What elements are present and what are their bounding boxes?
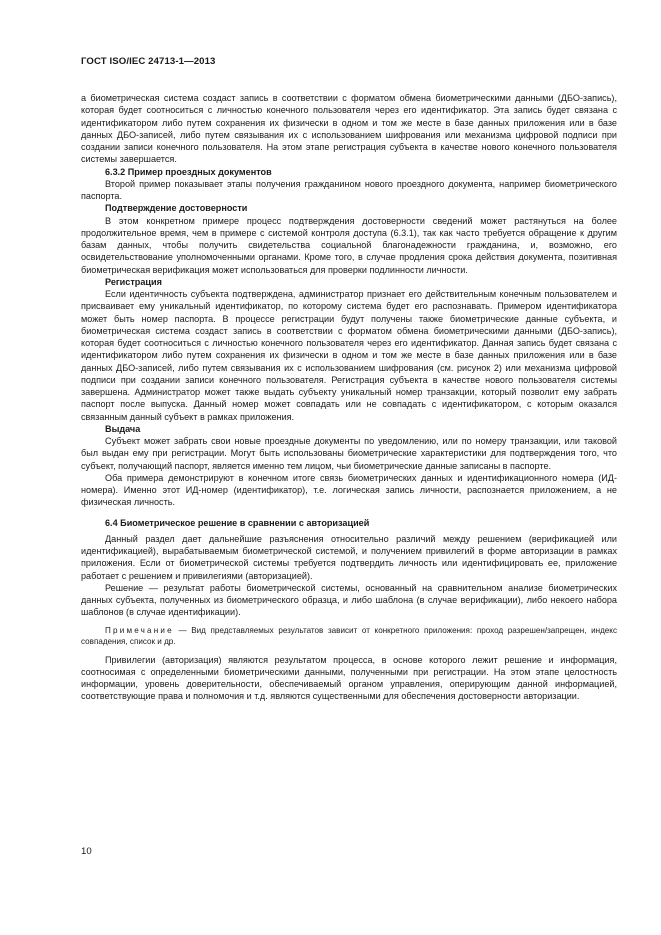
heading-registration: Регистрация — [105, 276, 162, 287]
page-number: 10 — [81, 846, 92, 857]
paragraph: Привилегии (авторизация) являются результатом процесса, в основе которого лежит решение и информация, соотносимая с определенными биометрическими данными, полученными при регистрации. На этом этапе целостность информации, уровень доверительности, обеспечиваемый органом управления, оперирующим данной информацией, соответствующие права и полномочия и т.д. являются существенными для обеспечения достоверности авторизации. — [81, 654, 617, 702]
paragraph: Второй пример показывает этапы получения гражданином нового проездного документа, например биометрического паспорта. — [81, 178, 617, 201]
paragraph: Если идентичность субъекта подтверждена, администратор признает его действительным конечным пользователем и присваивает ему уникальный идентификатор, по которому система будет его распознавать. Примером идентификатора может быть номер паспорта. В процессе регистрации будут получены также биометрические данные субъекта, и биометрическая система создаст запись в соответствии с форматом обмена биометрическими данными (ДБО-запись), которая будет соотноситься с личностью конечного пользователя через его идентификатор. Данная запись будет связана с идентификатором либо путем сохранения их физически в одном и том же месте в базе данных приложения или в базе данных ДБО-записей, либо путем связывания их с использованием шифрования (см. рисунок 2) или механизма цифровой подписи при создании записи конечного пользователя. Регистрация субъекта в качестве нового пользователя системы завершена. Администратор может также выдать субъекту уникальный номер транзакции, который позволит ему забрать паспорт после выпуска. Данный номер может совпадать или не совпадать с идентификатором, с которым оказался связанным данный субъект в рамках приложения. — [81, 289, 617, 422]
subsection-heading-6-3-2: 6.3.2 Пример проездных документов — [105, 166, 272, 177]
paragraph: В этом конкретном примере процесс подтверждения достоверности сведений может растянуться на более продолжительное время, чем в примере с системой контроля доступа (6.3.1), так как часто требуется обращение к другим базам данных, чтобы получить свидетельства социальной благонадежности гражданина, и, возможно, его освидетельствование уполномоченными органами. Кроме того, в случае продления срока действия документа, позитивная биометрическая верификация может использоваться для проверки подлинности личности. — [81, 215, 617, 275]
page-body — [81, 92, 617, 703]
note-text: — Вид представляемых результатов зависит от конкретного приложения: проход разрешен/запрещен, индекс совпадения, список и др. — [81, 625, 617, 646]
heading-issuance: Выдача — [105, 423, 141, 434]
paragraph: Данный раздел дает дальнейшие разъяснения относительно различий между решением (верификацией или идентификацией), вырабатываемым биометрической системой, и получением привилегий в форме авторизации в рамках приложения. Если от биометрической системы требуется подтвердить личность или идентифицировать ее, приложение работает с решением и привилегиями (авторизацией). — [81, 533, 617, 581]
heading-verification: Подтверждение достоверности — [105, 203, 248, 214]
note-label: Примечание — [105, 625, 174, 635]
paragraph: Решение — результат работы биометрической системы, основанный на сравнительном анализе биометрических данных субъекта, полученных из биометрического образца, и либо шаблона (в случае верификации), либо некоего набора шаблонов (в случае идентификации). — [81, 582, 617, 618]
paragraph: Оба примера демонстрируют в конечном итоге связь биометрических данных и идентификационного номера (ИД-номера). Именно этот ИД-номер (идентификатор), т.е. логическая запись личности, распознается приложением, а не физическая личность. — [81, 472, 617, 508]
section-heading-6-4: 6.4 Биометрическое решение в сравнении с авторизацией — [105, 517, 370, 528]
note — [81, 625, 617, 648]
paragraph: а биометрическая система создаст запись в соответствии с форматом обмена биометрическими данными (ДБО-запись), которая будет соотноситься с личностью конечного пользователя через его идентификатор. Эта запись будет связана с идентификатором либо путем сохранения их физически в одном и том же месте в базе данных приложения или в базе данных ДБО-записей, либо путем связывания их с использованием шифрования или механизма цифровой подписи при создании записи конечного пользователя. На этом этапе регистрация субъекта в качестве нового конечного пользователя системы завершается. — [81, 93, 617, 165]
paragraph: Субъект может забрать свои новые проездные документы по уведомлению, или по номеру транзакции, или таковой был выдан ему при регистрации. Могут быть использованы биометрические характеристики для подтверждения того, что субъект, получающий паспорт, является именно тем лицом, чьи биометрические данные записаны в паспорте. — [81, 436, 617, 471]
document-header: ГОСТ ISO/IEC 24713-1—2013 — [81, 56, 216, 67]
